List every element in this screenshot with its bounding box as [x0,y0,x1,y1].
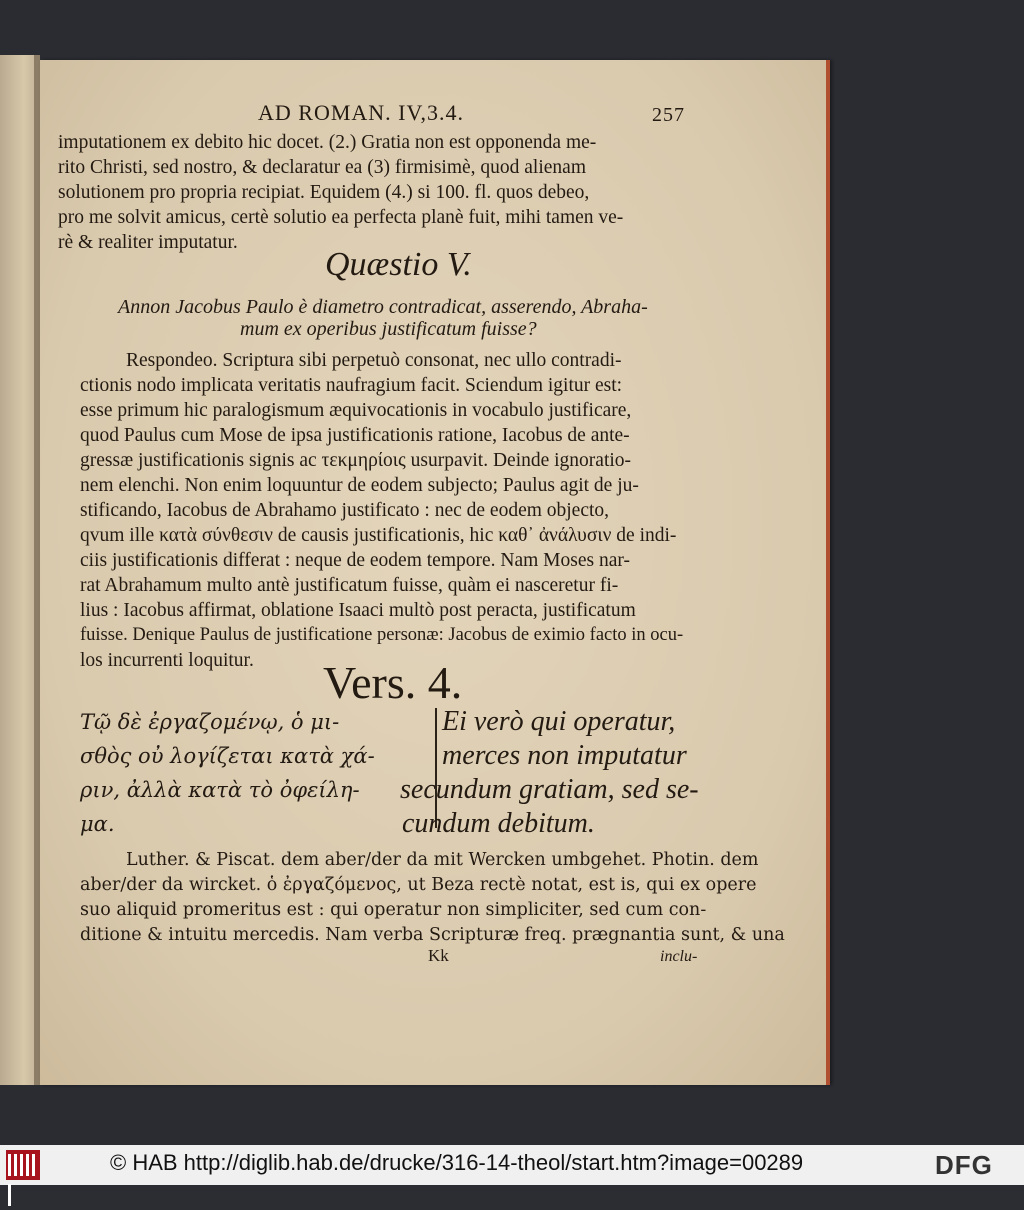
latin-line: Ei verò qui operatur, [442,706,676,737]
text-line: los incurrenti loquitur. [80,650,254,671]
text-line: qvum ille κατὰ σύνθεσιν de causis justificationis, hic καθ᾽ ἀνάλυσιν de indi- [80,525,677,546]
greek-line: Τῷ δὲ ἐργαζομένῳ, ὁ μι- [80,710,340,734]
text-line: rat Abrahamum multo antè justificatum fuisse, quàm ei nasceretur fi- [80,575,619,596]
page-number: 257 [652,104,685,126]
greek-line: σθὸς οὐ λογίζεται κατὰ χά- [80,744,375,768]
dfg-logo[interactable]: DFG [935,1150,993,1180]
greek-line: μα. [80,812,115,836]
latin-line: cundum debitum. [402,808,595,839]
text-line: ctionis nodo implicata veritatis naufragium facit. Sciendum igitur est: [80,375,623,396]
running-title: AD ROMAN. IV,3.4. [258,100,465,125]
text-line: esse primum hic paralogismum æquivocationis in vocabulo justificare, [80,400,632,421]
text-line: pro me solvit amicus, certè solutio ea perfecta planè fuit, mihi tamen ve- [58,207,624,228]
text-line: rito Christi, sed nostro, & declaratur ea (3) firmisimè, quod alienam [58,157,586,178]
text-line: aber/der da wircket. ὁ ἐργαζόμενος, ut Beza rectè notat, est is, qui ex opere [80,875,757,895]
text-line: Respondeo. Scriptura sibi perpetuò consonat, nec ullo contradi- [126,350,622,371]
text-line: lius : Iacobus affirmat, oblatione Isaaci multò post peracta, justificatum [80,600,636,621]
book-page [40,60,830,1085]
text-line: Luther. & Piscat. dem aber/der da mit Wercken umbgehet. Photin. dem [126,850,759,870]
text-line: gressæ justificationis signis ac τεκμηρίοις usurpavit. Deinde ignoratio- [80,450,632,471]
page-edge-red [826,60,830,1085]
text-line: fuisse. Denique Paulus de justificatione personæ: Jacobus de eximio facto in ocu- [80,625,684,645]
text-line: nem elenchi. Non enim loquuntur de eodem subjecto; Paulus agit de ju- [80,475,639,496]
latin-line: merces non imputatur [442,740,687,771]
question-subtitle: Annon Jacobus Paulo è diametro contradicat, asserendo, Abraha- [118,296,648,318]
text-line: ciis justificationis differat : neque de eodem tempore. Nam Moses nar- [80,550,630,571]
latin-line: secundum gratiam, sed se- [400,774,699,805]
text-line: rè & realiter imputatur. [58,232,238,253]
text-line: suo aliquid promeritus est : qui operatur non simpliciter, sed cum con- [80,900,707,920]
verse-heading: Vers. 4. [323,657,463,708]
signature-mark: Kk [428,946,449,965]
text-line: quod Paulus cum Mose de ipsa justificationis ratione, Iacobus de ante- [80,425,630,446]
question-subtitle: mum ex operibus justificatum fuisse? [240,318,537,340]
text-line: imputationem ex debito hic docet. (2.) Gratia non est opponenda me- [58,132,597,153]
text-line: solutionem pro propria recipiat. Equidem (4.) si 100. fl. quos debeo, [58,182,590,203]
text-line: stificando, Iacobus de Abrahamo justificato : nec de eodem objecto, [80,500,610,521]
question-title: Quæstio V. [325,246,472,283]
catchword: inclu- [660,948,698,965]
greek-line: ριν, ἀλλὰ κατὰ τὸ ὀφείλη- [80,778,360,802]
hab-logo-icon[interactable] [6,1150,40,1180]
citation-link[interactable]: © HAB http://diglib.hab.de/drucke/316-14-theol/start.htm?image=00289 [110,1150,804,1175]
text-line: ditione & intuitu mercedis. Nam verba Scripturæ freq. prægnantia sunt, & una [80,925,785,945]
